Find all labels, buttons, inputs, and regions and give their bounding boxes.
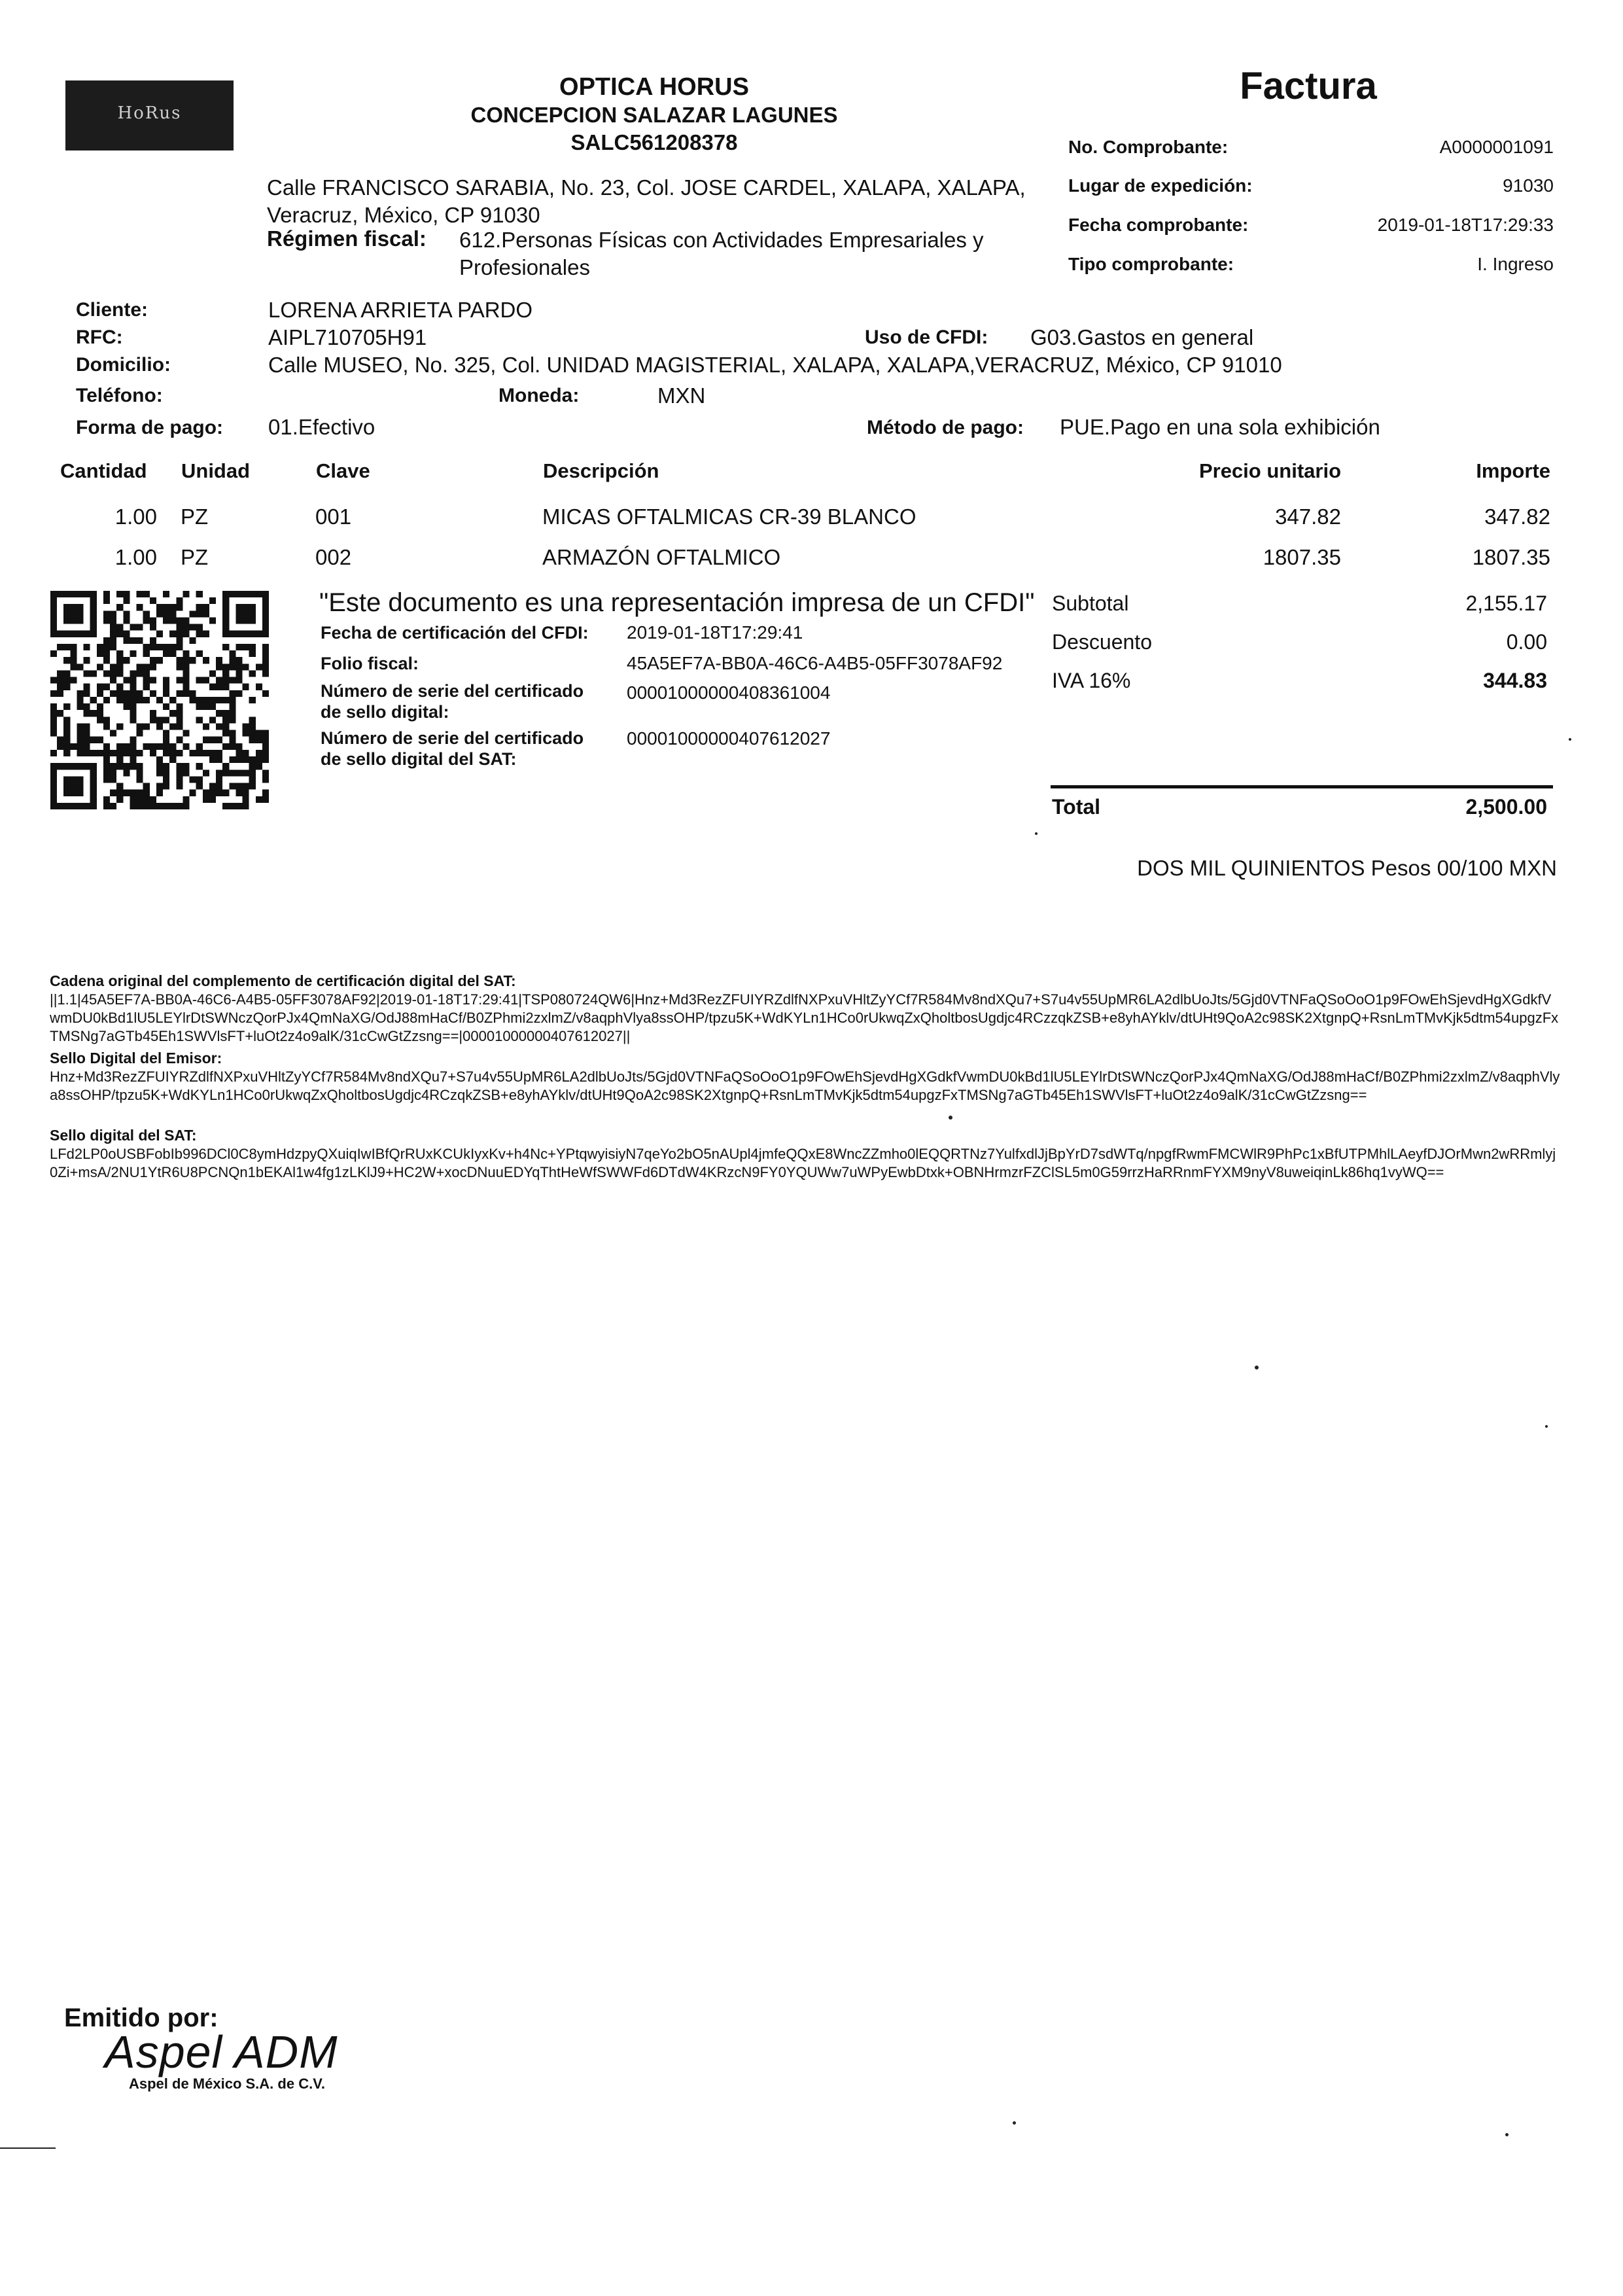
scan-speck	[1569, 738, 1571, 741]
discount-label: Descuento	[1052, 630, 1152, 654]
original-chain-label: Cadena original del complemento de certificación digital del SAT:	[50, 972, 516, 989]
client-rfc-label: RFC:	[76, 327, 123, 348]
scan-speck	[1013, 2121, 1016, 2125]
client-name-label: Cliente:	[76, 299, 148, 321]
fiscal-folio-label: Folio fiscal:	[321, 654, 419, 673]
cfdi-use-label: Uso de CFDI:	[865, 327, 988, 348]
tax-label: IVA 16%	[1052, 669, 1131, 692]
company-logo	[65, 80, 234, 150]
row-quantity: 1.00	[114, 545, 157, 569]
emitted-by-label: Emitido por:	[64, 2004, 218, 2032]
client-phone-label: Teléfono:	[76, 385, 163, 406]
receipt-type-label: Tipo comprobante:	[1068, 254, 1234, 274]
client-name-value: LORENA ARRIETA PARDO	[268, 298, 533, 322]
tax-regime-value: 612.Personas Físicas con Actividades Empresariales y Profesionales	[459, 228, 984, 279]
column-header-unit-price: Precio unitario	[1198, 459, 1341, 482]
certification-date-label: Fecha de certificación del CFDI:	[321, 623, 589, 643]
tax-regime-label: Régimen fiscal:	[267, 226, 427, 251]
issuer-name: OPTICA HORUS	[559, 73, 749, 101]
subtotal-value: 2,155.17	[1465, 592, 1547, 615]
sat-certificate-serial-value: 00001000000407612027	[627, 728, 831, 749]
column-header-quantity: Cantidad	[60, 459, 147, 482]
issuer-legal-name: CONCEPCION SALAZAR LAGUNES	[470, 103, 838, 127]
issue-place-value: 91030	[1503, 175, 1554, 196]
row-unit-price: 1807.35	[1263, 545, 1341, 569]
discount-value: 0.00	[1506, 630, 1547, 654]
issuer-seal-label: Sello Digital del Emisor:	[50, 1050, 222, 1067]
sat-seal-label: Sello digital del SAT:	[50, 1127, 197, 1144]
total-label: Total	[1052, 795, 1101, 819]
column-header-description: Descripción	[543, 459, 659, 482]
column-header-unit: Unidad	[181, 459, 251, 482]
issuer-address: Calle FRANCISCO SARABIA, No. 23, Col. JOSE CARDEL, XALAPA, XALAPA, Veracruz, México, CP 91030	[267, 175, 1026, 227]
row-key: 002	[315, 545, 352, 569]
row-unit-price: 347.82	[1275, 504, 1341, 529]
scan-speck	[1035, 832, 1038, 835]
tax-value: 344.83	[1483, 669, 1547, 692]
receipt-number-value: A0000001091	[1439, 137, 1554, 157]
row-unit: PZ	[181, 545, 209, 569]
certification-date-value: 2019-01-18T17:29:41	[627, 622, 803, 643]
sat-certificate-serial-label: Número de serie del certificado de sello digital del SAT:	[321, 728, 584, 769]
sat-seal-text: LFd2LP0oUSBFobIb996DCl0C8ymHdzpyQXuiqIwIBfQrRUxKCUkIyxKv+h4Nc+YPtqwyisiyN7qeYo2bO5nAUpl4jmfeQQxE8WncZZmho0lEQQRTNz7YulfxdlJjBpYrD7sdWTq/npgfRwmFMCWlR9PhPc1xBfUTPMhlLAeyfDJOrMwn2wRRmlyj0Zi+msA/2NU1YtR6U8PCNQn1bEKAl1w4fg1zLKlJ9+HC2W+xocDNuuEDYqThtHeWfSWWFd6DTdW4KRzcN9FY0YQUWw7uWPyEwbDtxk+OBNHrmzrFZClSL5m0G59rrzHaRRnmFYXM9nyV8uweiqinLk86hq1vyWQ==	[50, 1146, 1556, 1180]
client-address-value: Calle MUSEO, No. 325, Col. UNIDAD MAGISTERIAL, XALAPA, XALAPA,VERACRUZ, México, CP 91010	[268, 353, 1282, 377]
receipt-type-value: I. Ingreso	[1477, 254, 1554, 274]
row-amount: 1807.35	[1472, 545, 1550, 569]
issuer-seal-text: Hnz+Md3RezZFUIYRZdlfNXPxuVHltZyYCf7R584Mv8ndXQu7+S7u4v55UpMR6LA2dlbUoJts/5Gjd0VTNFaQSoOoO1p9FOwEhSjevdHgXGdkfVwmDU0kBd1lU5LEYlrDtSWNczQorPJx4QmNaXG/OdJ88mHaCf/B0ZPhmi2zxlmZ/v8aqphVlya8ssOHP/tpzu5K+WdKYLn1HCo0rUkwqZxQholtbosUgdjc4RCzqkZSB+e8yhAYklv/dtUHt9QoA2c98SK2XtgnpQ+RsnLmTMvKjk5dtm54upgzFxTMSNg7aGTb45Eh1SWVlsFT+luOt2z4o9alK/31cCwGtZzsng==	[50, 1069, 1560, 1103]
payment-form-label: Forma de pago:	[76, 417, 224, 438]
scan-speck	[1545, 1425, 1548, 1428]
original-chain-text: ||1.1|45A5EF7A-BB0A-46C6-A4B5-05FF3078AF92|2019-01-18T17:29:41|TSP080724QW6|Hnz+Md3RezZFUIYRZdlfNXPxuVHltZyYCf7R584Mv8ndXQu7+S7u4v55UpMR6LA2dlbUoJts/5Gjd0VTNFaQSoOoO1p9FOwEhSjevdHgXGdkfVwmDU0kBd1lU5LEYlrDtSWNczQorPJx4QmNaXG/OdJ88mHaCf/B0ZPhmi2zxlmZ/v8aqphVlya8ssOHP/tpzu5K+WdKYLn1HCo0rUkwqZxQholtbosUgdjc4RCzzqkZSB+e8yhAYklv/dtUHt9QoA2c98SK2XtgnpQ+RsnLmTMvKjk5dtm54upgzFxTMSNg7aGTb45Eh1SWVlsFT+luOt2z4o9alK/31cCwGtZzsng==|00001000000407612027||	[50, 991, 1559, 1044]
issuer-rfc: SALC561208378	[570, 130, 738, 154]
client-address-label: Domicilio:	[76, 354, 171, 376]
document-title: Factura	[1240, 65, 1377, 107]
subtotal-label: Subtotal	[1052, 592, 1129, 615]
client-rfc-value: AIPL710705H91	[268, 325, 427, 349]
amount-in-words: DOS MIL QUINIENTOS Pesos 00/100 MXN	[1137, 856, 1557, 880]
receipt-date-value: 2019-01-18T17:29:33	[1377, 215, 1554, 235]
issuer-certificate-serial-label: Número de serie del certificado de sello digital:	[321, 681, 584, 722]
currency-label: Moneda:	[498, 385, 580, 406]
payment-form-value: 01.Efectivo	[268, 415, 375, 439]
logo-text: HoRus	[117, 103, 182, 123]
issue-place-label: Lugar de expedición:	[1068, 175, 1253, 196]
fiscal-folio-value: 45A5EF7A-BB0A-46C6-A4B5-05FF3078AF92	[627, 653, 1003, 673]
total-divider	[1051, 785, 1553, 788]
cfdi-use-value: G03.Gastos en general	[1030, 325, 1254, 349]
scan-line	[0, 2147, 56, 2149]
aspel-company-name: Aspel de México S.A. de C.V.	[129, 2075, 325, 2092]
row-unit: PZ	[181, 504, 209, 529]
column-header-key: Clave	[316, 459, 370, 482]
receipt-number-label: No. Comprobante:	[1068, 137, 1229, 157]
column-header-amount: Importe	[1476, 459, 1550, 482]
issuer-certificate-serial-value: 00001000000408361004	[627, 682, 831, 703]
scan-speck	[949, 1116, 952, 1120]
payment-method-label: Método de pago:	[867, 417, 1024, 438]
cfdi-notice: "Este documento es una representación impresa de un CFDI"	[319, 588, 1035, 617]
qr-code	[50, 591, 269, 809]
aspel-logo: Aspel ADM	[105, 2026, 338, 2077]
row-amount: 347.82	[1484, 504, 1550, 529]
scan-speck	[1255, 1366, 1259, 1369]
currency-value: MXN	[657, 383, 706, 408]
receipt-date-label: Fecha comprobante:	[1068, 215, 1249, 235]
row-quantity: 1.00	[114, 504, 157, 529]
row-description: MICAS OFTALMICAS CR-39 BLANCO	[542, 504, 916, 529]
scan-speck	[1505, 2133, 1509, 2136]
row-key: 001	[315, 504, 352, 529]
payment-method-value: PUE.Pago en una sola exhibición	[1060, 415, 1380, 439]
total-value: 2,500.00	[1465, 795, 1547, 819]
row-description: ARMAZÓN OFTALMICO	[542, 545, 781, 569]
